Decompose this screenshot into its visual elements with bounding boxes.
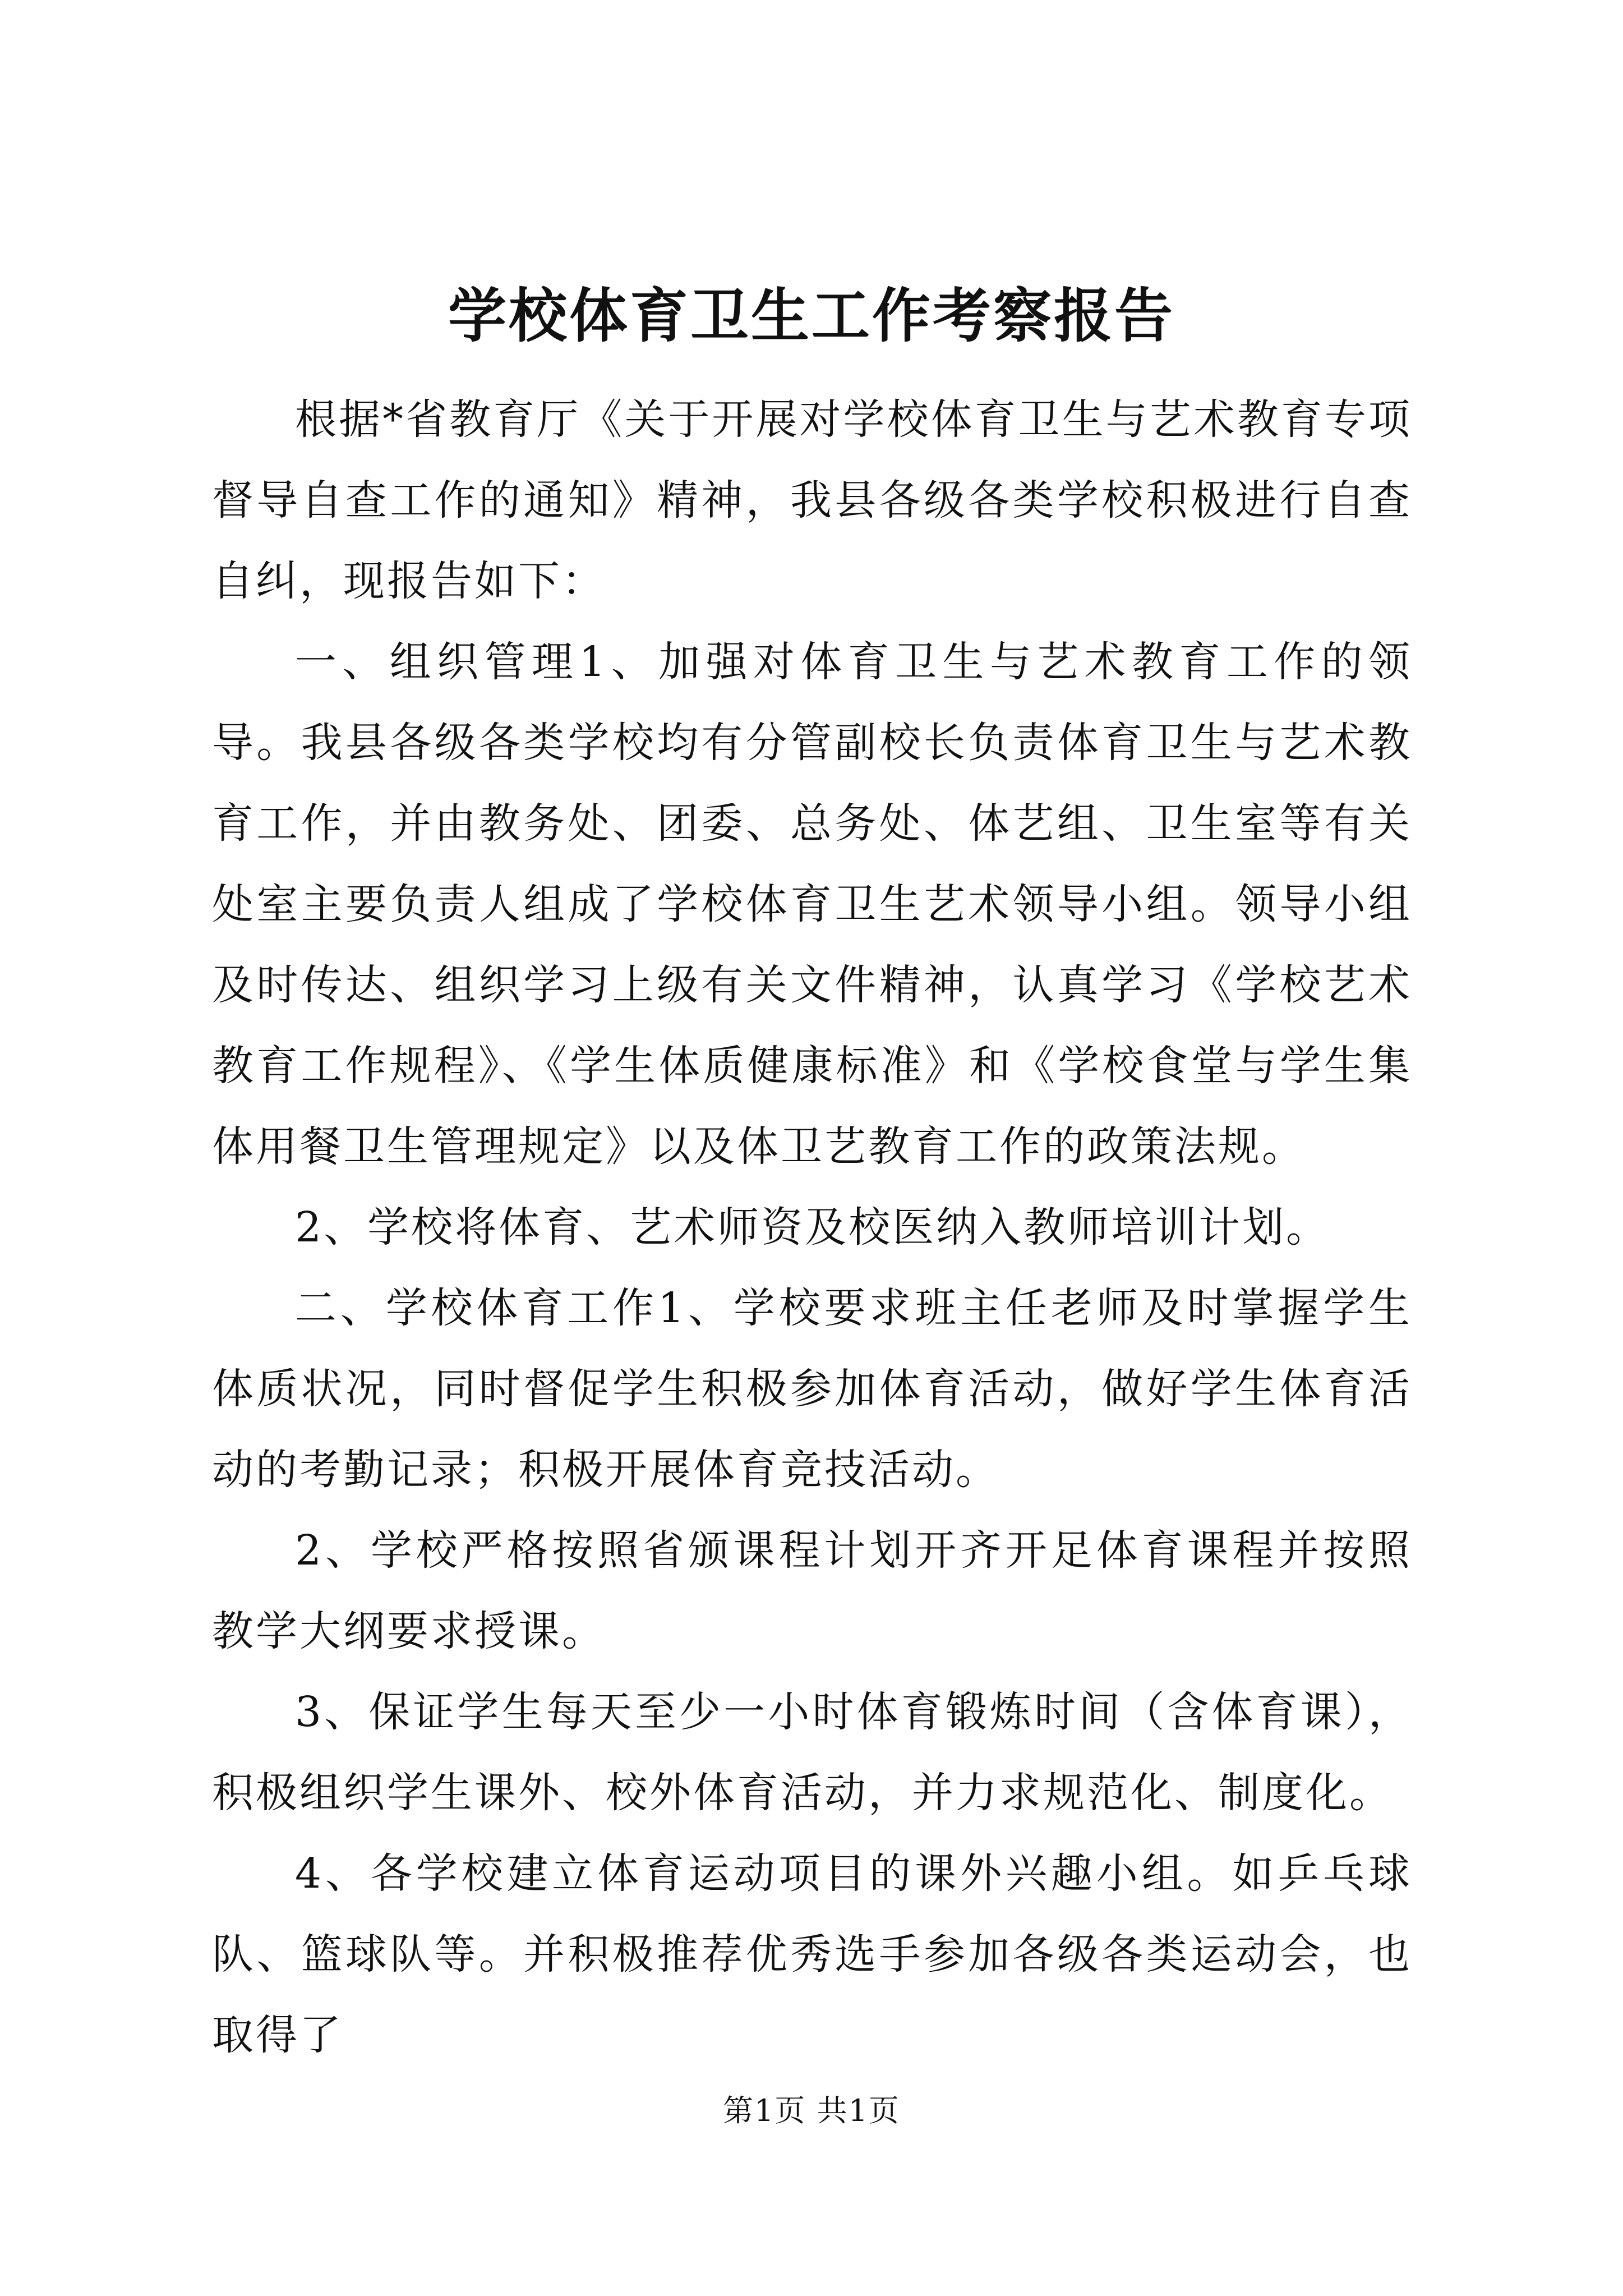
paragraph-organization-management: 一、组织管理1、加强对体育卫生与艺术教育工作的领导。我县各级各类学校均有分管副校长负责体育卫生与艺术教育工作，并由教务处、团委、总务处、体艺组、卫生室等有关处室主要负责人组成了学校体育卫生艺术领导小组。领导小组及时传达、组织学习上级有关文件精神，认真学习《学校艺术教育工作规程》、《学生体质健康标准》和《学校食堂与学生集体用餐卫生管理规定》以及体卫艺教育工作的政策法规。 — [212, 638, 1412, 1171]
paragraph-daily-exercise: 3、保证学生每天至少一小时体育锻炼时间（含体育课），积极组织学生课外、校外体育活动，并力求规范化、制度化。 — [212, 1688, 1412, 1817]
document-title: 学校体育卫生工作考察报告 — [448, 281, 1175, 350]
document-body — [212, 379, 1412, 2076]
paragraph-intro: 根据*省教育厅《关于开展对学校体育卫生与艺术教育专项督导自查工作的通知》精神，我县各级各类学校积极进行自查自纠，现报告如下： — [212, 395, 1412, 605]
paragraph-school-sports-work: 二、学校体育工作1、学校要求班主任老师及时掌握学生体质状况，同时督促学生积极参加体育活动，做好学生体育活动的考勤记录；积极开展体育竞技活动。 — [212, 1284, 1412, 1494]
paragraph-interest-groups: 4、各学校建立体育运动项目的课外兴趣小组。如乒乓球队、篮球队等。并积极推荐优秀选手参加各级各类运动会，也取得了 — [212, 1849, 1412, 2059]
paragraph-curriculum: 2、学校严格按照省颁课程计划开齐开足体育课程并按照教学大纲要求授课。 — [212, 1526, 1412, 1655]
page-number-footer: 第1页 共1页 — [723, 2093, 900, 2128]
paragraph-teacher-training: 2、学校将体育、艺术师资及校医纳入教师培训计划。 — [295, 1203, 1330, 1251]
